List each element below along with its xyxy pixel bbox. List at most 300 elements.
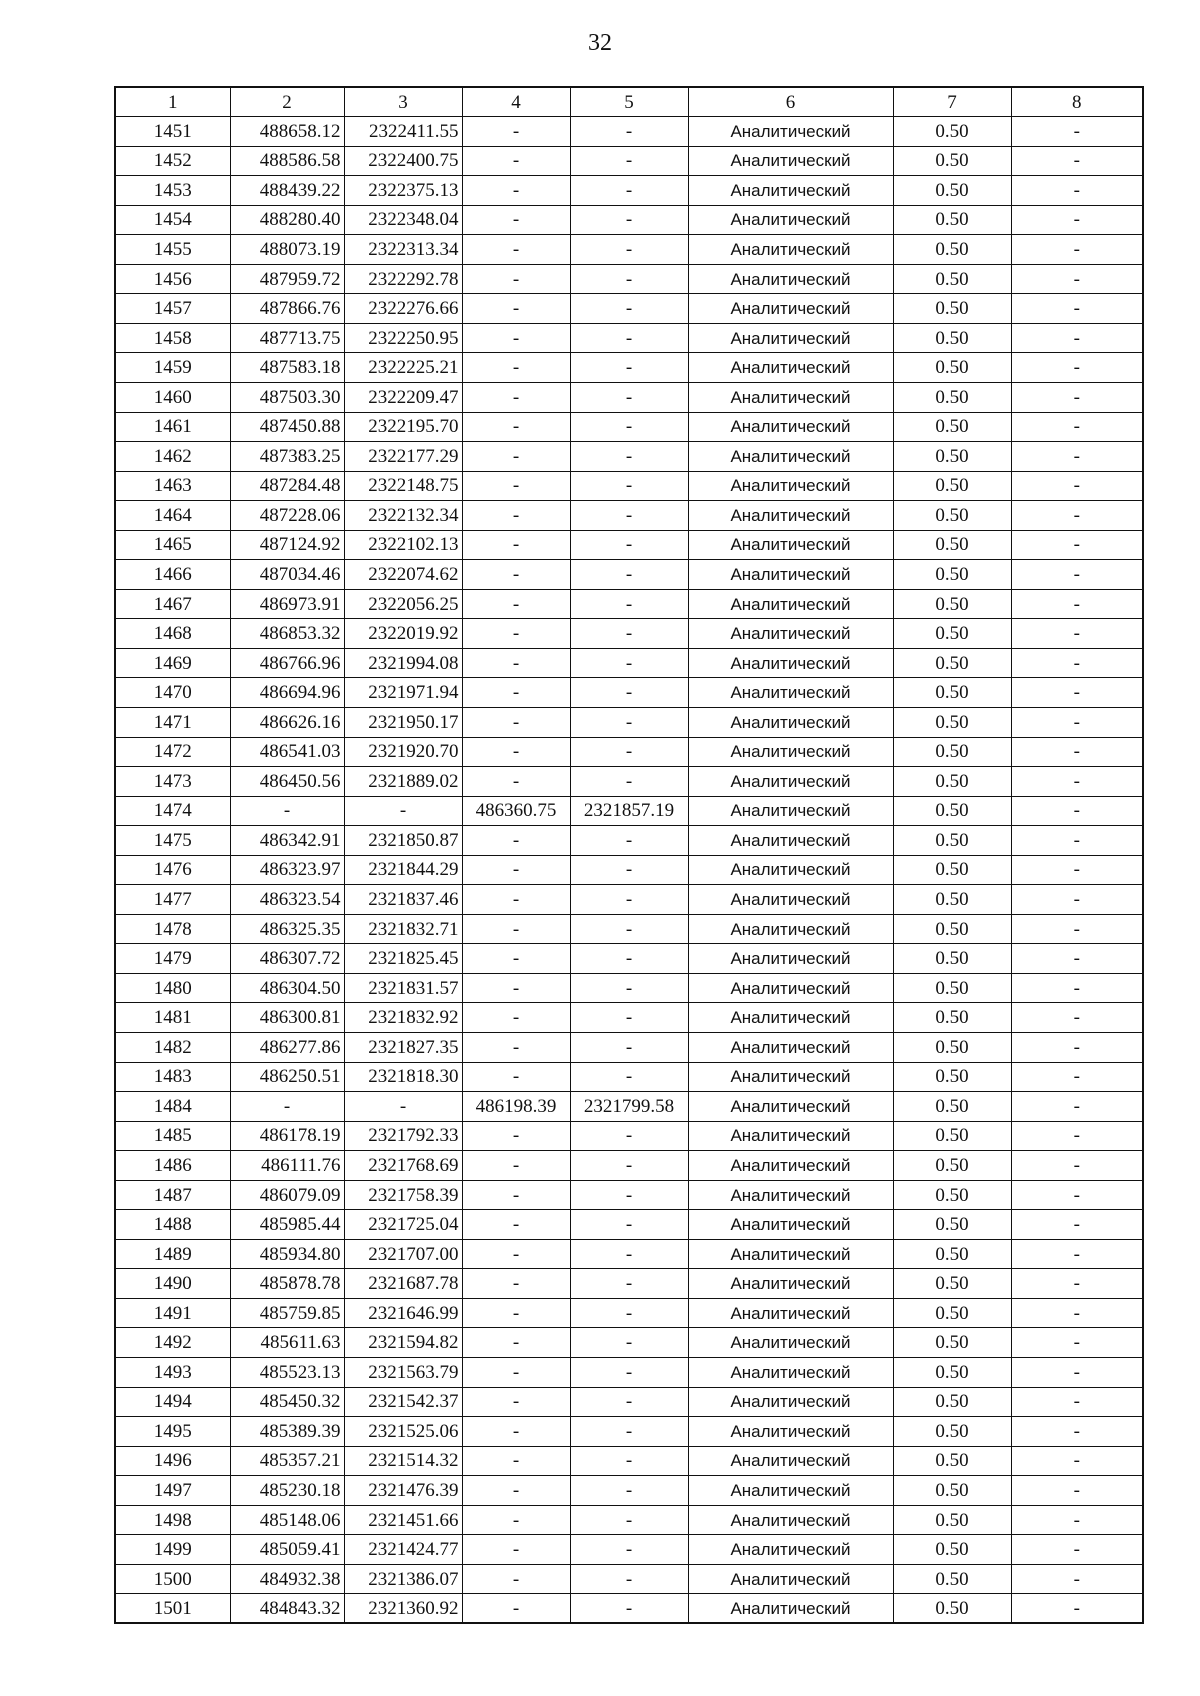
accuracy-cell: 0.50 [893,560,1011,590]
method-cell: Аналитический [688,678,893,708]
y-coordinate-cell: 2321476.39 [344,1476,462,1506]
table-row [115,678,1143,708]
note-cell: - [1011,412,1143,442]
note-cell: - [1011,501,1143,531]
y-coordinate-cell: 2321832.92 [344,1003,462,1033]
x-coordinate-alt-cell: - [462,176,570,206]
x-coordinate-alt-cell: - [462,944,570,974]
accuracy-cell: 0.50 [893,1239,1011,1269]
method-cell: Аналитический [688,796,893,826]
method-cell: Аналитический [688,944,893,974]
point-number-cell: 1451 [115,117,230,147]
x-coordinate-cell: 486304.50 [230,973,344,1003]
note-cell: - [1011,353,1143,383]
accuracy-cell: 0.50 [893,501,1011,531]
y-coordinate-alt-cell: - [570,885,688,915]
x-coordinate-cell: 485611.63 [230,1328,344,1358]
x-coordinate-cell: 485878.78 [230,1269,344,1299]
point-number-cell: 1465 [115,530,230,560]
x-coordinate-alt-cell: - [462,767,570,797]
note-cell: - [1011,678,1143,708]
x-coordinate-cell: 486766.96 [230,648,344,678]
x-coordinate-cell: 486300.81 [230,1003,344,1033]
x-coordinate-cell: 487450.88 [230,412,344,442]
column-header: 1 [115,87,230,117]
x-coordinate-cell: 486323.97 [230,855,344,885]
table-row [115,767,1143,797]
y-coordinate-cell: 2321792.33 [344,1121,462,1151]
y-coordinate-alt-cell: 2321857.19 [570,796,688,826]
table-row [115,1358,1143,1388]
method-cell: Аналитический [688,1092,893,1122]
y-coordinate-alt-cell: - [570,707,688,737]
y-coordinate-cell: 2321818.30 [344,1062,462,1092]
x-coordinate-cell: 484843.32 [230,1594,344,1624]
note-cell: - [1011,323,1143,353]
x-coordinate-alt-cell: - [462,1269,570,1299]
y-coordinate-alt-cell: - [570,442,688,472]
x-coordinate-cell: 484932.38 [230,1564,344,1594]
method-cell: Аналитический [688,885,893,915]
x-coordinate-alt-cell: - [462,382,570,412]
x-coordinate-cell: 487959.72 [230,264,344,294]
note-cell: - [1011,1092,1143,1122]
point-number-cell: 1472 [115,737,230,767]
y-coordinate-cell: 2321451.66 [344,1505,462,1535]
note-cell: - [1011,146,1143,176]
accuracy-cell: 0.50 [893,530,1011,560]
method-cell: Аналитический [688,855,893,885]
point-number-cell: 1463 [115,471,230,501]
y-coordinate-cell: 2322400.75 [344,146,462,176]
accuracy-cell: 0.50 [893,471,1011,501]
method-cell: Аналитический [688,1269,893,1299]
accuracy-cell: 0.50 [893,826,1011,856]
x-coordinate-cell: 485148.06 [230,1505,344,1535]
note-cell: - [1011,1446,1143,1476]
x-coordinate-cell: 487034.46 [230,560,344,590]
y-coordinate-alt-cell: - [570,294,688,324]
y-coordinate-cell: 2322209.47 [344,382,462,412]
point-number-cell: 1478 [115,914,230,944]
x-coordinate-alt-cell: - [462,323,570,353]
point-number-cell: 1464 [115,501,230,531]
method-cell: Аналитический [688,264,893,294]
method-cell: Аналитический [688,1003,893,1033]
method-cell: Аналитический [688,1298,893,1328]
table-row [115,294,1143,324]
coordinates-table [114,86,1144,1624]
x-coordinate-cell: 488280.40 [230,205,344,235]
x-coordinate-cell: 486325.35 [230,914,344,944]
y-coordinate-alt-cell: - [570,1210,688,1240]
y-coordinate-cell: 2321950.17 [344,707,462,737]
table-row [115,1594,1143,1624]
method-cell: Аналитический [688,589,893,619]
point-number-cell: 1454 [115,205,230,235]
method-cell: Аналитический [688,353,893,383]
x-coordinate-cell: 487866.76 [230,294,344,324]
y-coordinate-alt-cell: - [570,1564,688,1594]
y-coordinate-cell: 2321758.39 [344,1180,462,1210]
x-coordinate-alt-cell: - [462,235,570,265]
point-number-cell: 1457 [115,294,230,324]
x-coordinate-alt-cell: 486198.39 [462,1092,570,1122]
y-coordinate-cell: 2321827.35 [344,1033,462,1063]
table-row [115,1446,1143,1476]
method-cell: Аналитический [688,1239,893,1269]
point-number-cell: 1498 [115,1505,230,1535]
point-number-cell: 1473 [115,767,230,797]
note-cell: - [1011,1358,1143,1388]
note-cell: - [1011,1121,1143,1151]
y-coordinate-cell: 2322102.13 [344,530,462,560]
y-coordinate-alt-cell: - [570,501,688,531]
table-row [115,176,1143,206]
x-coordinate-cell: 486342.91 [230,826,344,856]
x-coordinate-alt-cell: - [462,589,570,619]
y-coordinate-cell: 2322375.13 [344,176,462,206]
note-cell: - [1011,1535,1143,1565]
x-coordinate-alt-cell: 486360.75 [462,796,570,826]
y-coordinate-cell: 2322132.34 [344,501,462,531]
point-number-cell: 1497 [115,1476,230,1506]
x-coordinate-alt-cell: - [462,1505,570,1535]
note-cell: - [1011,973,1143,1003]
x-coordinate-alt-cell: - [462,1417,570,1447]
x-coordinate-alt-cell: - [462,1476,570,1506]
note-cell: - [1011,205,1143,235]
x-coordinate-alt-cell: - [462,1239,570,1269]
y-coordinate-alt-cell: - [570,1298,688,1328]
method-cell: Аналитический [688,530,893,560]
table-row [115,471,1143,501]
accuracy-cell: 0.50 [893,1062,1011,1092]
accuracy-cell: 0.50 [893,973,1011,1003]
point-number-cell: 1462 [115,442,230,472]
point-number-cell: 1492 [115,1328,230,1358]
x-coordinate-cell: 488586.58 [230,146,344,176]
method-cell: Аналитический [688,1535,893,1565]
x-coordinate-alt-cell: - [462,885,570,915]
accuracy-cell: 0.50 [893,235,1011,265]
column-header: 5 [570,87,688,117]
table-row [115,235,1143,265]
table-row [115,1298,1143,1328]
y-coordinate-alt-cell: - [570,1121,688,1151]
y-coordinate-alt-cell: - [570,1358,688,1388]
table-row [115,1505,1143,1535]
point-number-cell: 1453 [115,176,230,206]
y-coordinate-cell: 2321594.82 [344,1328,462,1358]
note-cell: - [1011,589,1143,619]
method-cell: Аналитический [688,1387,893,1417]
accuracy-cell: 0.50 [893,589,1011,619]
table-row [115,560,1143,590]
method-cell: Аналитический [688,767,893,797]
method-cell: Аналитический [688,323,893,353]
x-coordinate-cell: - [230,796,344,826]
method-cell: Аналитический [688,1121,893,1151]
table-row [115,914,1143,944]
accuracy-cell: 0.50 [893,648,1011,678]
x-coordinate-alt-cell: - [462,501,570,531]
x-coordinate-alt-cell: - [462,442,570,472]
y-coordinate-alt-cell: - [570,914,688,944]
y-coordinate-alt-cell: - [570,1328,688,1358]
table-row [115,1239,1143,1269]
y-coordinate-alt-cell: - [570,176,688,206]
y-coordinate-cell: 2321687.78 [344,1269,462,1299]
x-coordinate-alt-cell: - [462,1151,570,1181]
note-cell: - [1011,796,1143,826]
accuracy-cell: 0.50 [893,353,1011,383]
x-coordinate-alt-cell: - [462,1446,570,1476]
table-row [115,1121,1143,1151]
note-cell: - [1011,707,1143,737]
x-coordinate-cell: 486079.09 [230,1180,344,1210]
page-number: 32 [588,30,612,56]
y-coordinate-cell: 2322348.04 [344,205,462,235]
y-coordinate-alt-cell: - [570,382,688,412]
point-number-cell: 1491 [115,1298,230,1328]
accuracy-cell: 0.50 [893,1269,1011,1299]
x-coordinate-alt-cell: - [462,264,570,294]
x-coordinate-cell: 486853.32 [230,619,344,649]
y-coordinate-alt-cell: - [570,235,688,265]
note-cell: - [1011,1180,1143,1210]
note-cell: - [1011,885,1143,915]
note-cell: - [1011,1003,1143,1033]
note-cell: - [1011,382,1143,412]
method-cell: Аналитический [688,176,893,206]
x-coordinate-alt-cell: - [462,146,570,176]
x-coordinate-cell: 485357.21 [230,1446,344,1476]
table-row [115,146,1143,176]
accuracy-cell: 0.50 [893,1328,1011,1358]
y-coordinate-cell: 2321831.57 [344,973,462,1003]
table-row [115,1210,1143,1240]
point-number-cell: 1474 [115,796,230,826]
method-cell: Аналитический [688,442,893,472]
accuracy-cell: 0.50 [893,1505,1011,1535]
table-row [115,1564,1143,1594]
x-coordinate-cell: 485523.13 [230,1358,344,1388]
accuracy-cell: 0.50 [893,323,1011,353]
note-cell: - [1011,530,1143,560]
accuracy-cell: 0.50 [893,737,1011,767]
x-coordinate-cell: 485759.85 [230,1298,344,1328]
x-coordinate-alt-cell: - [462,914,570,944]
accuracy-cell: 0.50 [893,1180,1011,1210]
y-coordinate-alt-cell: - [570,855,688,885]
method-cell: Аналитический [688,471,893,501]
column-header: 7 [893,87,1011,117]
table-row [115,737,1143,767]
y-coordinate-alt-cell: - [570,1446,688,1476]
x-coordinate-alt-cell: - [462,1328,570,1358]
method-cell: Аналитический [688,1476,893,1506]
y-coordinate-alt-cell: - [570,530,688,560]
y-coordinate-alt-cell: - [570,737,688,767]
table-row [115,264,1143,294]
note-cell: - [1011,560,1143,590]
point-number-cell: 1493 [115,1358,230,1388]
table-row [115,1387,1143,1417]
x-coordinate-cell: 486450.56 [230,767,344,797]
point-number-cell: 1460 [115,382,230,412]
x-coordinate-alt-cell: - [462,648,570,678]
accuracy-cell: 0.50 [893,146,1011,176]
note-cell: - [1011,1298,1143,1328]
table-row [115,1151,1143,1181]
point-number-cell: 1481 [115,1003,230,1033]
x-coordinate-alt-cell: - [462,1298,570,1328]
table-row [115,382,1143,412]
accuracy-cell: 0.50 [893,1594,1011,1624]
x-coordinate-cell: 486250.51 [230,1062,344,1092]
method-cell: Аналитический [688,1505,893,1535]
point-number-cell: 1501 [115,1594,230,1624]
table-row [115,855,1143,885]
note-cell: - [1011,1564,1143,1594]
y-coordinate-cell: 2322074.62 [344,560,462,590]
accuracy-cell: 0.50 [893,767,1011,797]
method-cell: Аналитический [688,1594,893,1624]
y-coordinate-alt-cell: - [570,264,688,294]
x-coordinate-alt-cell: - [462,205,570,235]
table-row [115,648,1143,678]
point-number-cell: 1467 [115,589,230,619]
table-header-row [115,87,1143,117]
method-cell: Аналитический [688,146,893,176]
y-coordinate-alt-cell: - [570,1269,688,1299]
point-number-cell: 1477 [115,885,230,915]
table-row [115,501,1143,531]
method-cell: Аналитический [688,914,893,944]
y-coordinate-cell: 2321386.07 [344,1564,462,1594]
point-number-cell: 1499 [115,1535,230,1565]
point-number-cell: 1490 [115,1269,230,1299]
table-row [115,1328,1143,1358]
point-number-cell: 1466 [115,560,230,590]
note-cell: - [1011,176,1143,206]
note-cell: - [1011,1239,1143,1269]
point-number-cell: 1459 [115,353,230,383]
table-row [115,589,1143,619]
table-row [115,530,1143,560]
note-cell: - [1011,855,1143,885]
x-coordinate-alt-cell: - [462,678,570,708]
accuracy-cell: 0.50 [893,1564,1011,1594]
note-cell: - [1011,1269,1143,1299]
method-cell: Аналитический [688,1446,893,1476]
y-coordinate-cell: 2321889.02 [344,767,462,797]
x-coordinate-cell: 486541.03 [230,737,344,767]
method-cell: Аналитический [688,648,893,678]
table-row [115,1092,1143,1122]
y-coordinate-cell: 2322056.25 [344,589,462,619]
note-cell: - [1011,294,1143,324]
x-coordinate-cell: 486307.72 [230,944,344,974]
x-coordinate-cell: 485450.32 [230,1387,344,1417]
y-coordinate-cell: 2321850.87 [344,826,462,856]
x-coordinate-cell: 488658.12 [230,117,344,147]
method-cell: Аналитический [688,973,893,1003]
y-coordinate-cell: 2322411.55 [344,117,462,147]
table-row [115,117,1143,147]
x-coordinate-alt-cell: - [462,1003,570,1033]
x-coordinate-cell: 485389.39 [230,1417,344,1447]
x-coordinate-cell: 486277.86 [230,1033,344,1063]
x-coordinate-alt-cell: - [462,1564,570,1594]
point-number-cell: 1496 [115,1446,230,1476]
note-cell: - [1011,235,1143,265]
y-coordinate-cell: - [344,796,462,826]
y-coordinate-alt-cell: - [570,1239,688,1269]
table-row [115,885,1143,915]
method-cell: Аналитический [688,294,893,324]
x-coordinate-alt-cell: - [462,707,570,737]
x-coordinate-alt-cell: - [462,412,570,442]
method-cell: Аналитический [688,117,893,147]
column-header: 2 [230,87,344,117]
note-cell: - [1011,1210,1143,1240]
x-coordinate-alt-cell: - [462,1180,570,1210]
method-cell: Аналитический [688,1210,893,1240]
table-row [115,796,1143,826]
y-coordinate-cell: 2321994.08 [344,648,462,678]
accuracy-cell: 0.50 [893,1535,1011,1565]
y-coordinate-alt-cell: - [570,353,688,383]
note-cell: - [1011,737,1143,767]
accuracy-cell: 0.50 [893,1033,1011,1063]
x-coordinate-alt-cell: - [462,855,570,885]
x-coordinate-cell: 486626.16 [230,707,344,737]
y-coordinate-alt-cell: - [570,1062,688,1092]
method-cell: Аналитический [688,1180,893,1210]
y-coordinate-cell: 2322195.70 [344,412,462,442]
accuracy-cell: 0.50 [893,885,1011,915]
x-coordinate-cell: 487383.25 [230,442,344,472]
accuracy-cell: 0.50 [893,1092,1011,1122]
y-coordinate-alt-cell: - [570,471,688,501]
y-coordinate-cell: 2321725.04 [344,1210,462,1240]
accuracy-cell: 0.50 [893,1210,1011,1240]
x-coordinate-alt-cell: - [462,619,570,649]
note-cell: - [1011,619,1143,649]
column-header: 3 [344,87,462,117]
point-number-cell: 1484 [115,1092,230,1122]
y-coordinate-alt-cell: - [570,826,688,856]
x-coordinate-alt-cell: - [462,973,570,1003]
table-row [115,1417,1143,1447]
y-coordinate-alt-cell: - [570,944,688,974]
method-cell: Аналитический [688,707,893,737]
y-coordinate-alt-cell: - [570,1151,688,1181]
note-cell: - [1011,1387,1143,1417]
table-row [115,412,1143,442]
accuracy-cell: 0.50 [893,914,1011,944]
y-coordinate-alt-cell: - [570,1505,688,1535]
accuracy-cell: 0.50 [893,264,1011,294]
y-coordinate-alt-cell: - [570,560,688,590]
accuracy-cell: 0.50 [893,1298,1011,1328]
table-row [115,1180,1143,1210]
x-coordinate-cell: 487284.48 [230,471,344,501]
table-row [115,707,1143,737]
accuracy-cell: 0.50 [893,1358,1011,1388]
